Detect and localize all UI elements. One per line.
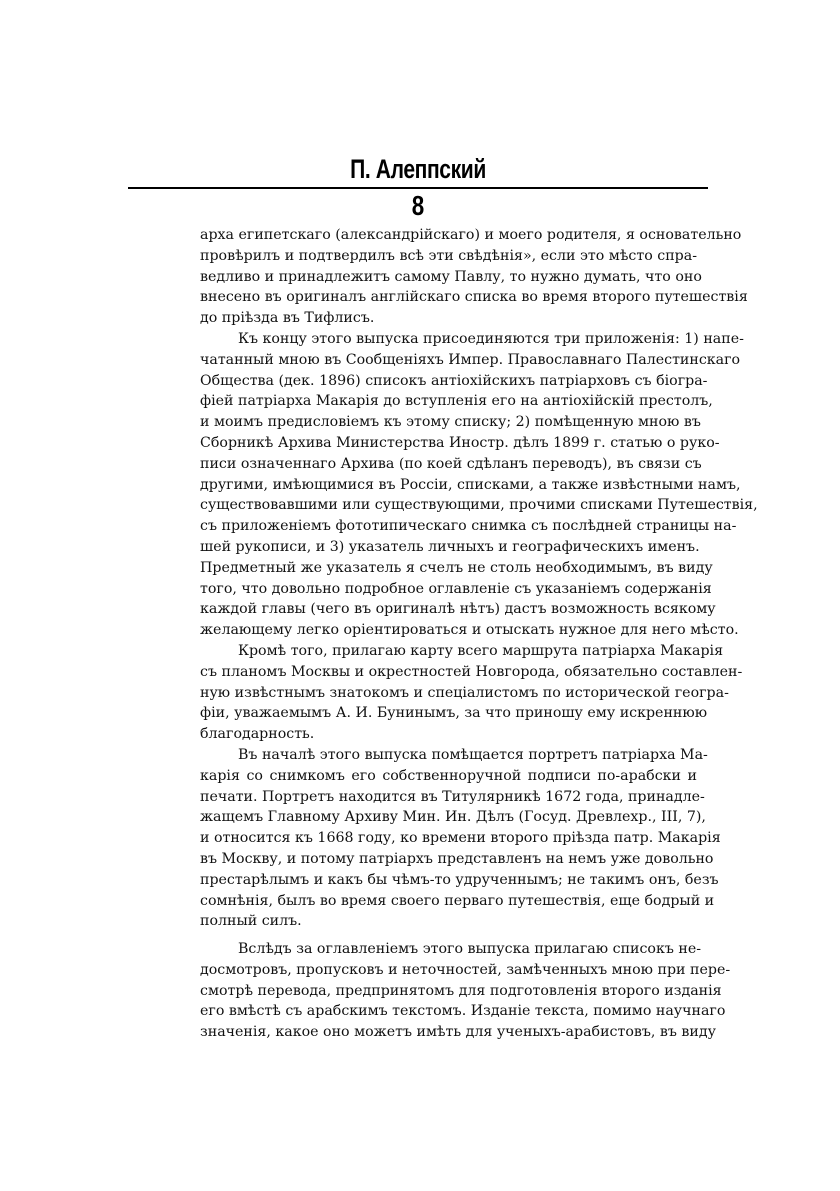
text-line: печати. Портретъ находится въ Титулярникѣ 1672 года, принадле- <box>200 788 705 805</box>
text-line: другими, имѣющимися въ Россiи, списками, а также извѣстными намъ, <box>200 476 741 493</box>
text-line: ведливо и принадлежитъ самому Павлу, то нужно думать, что оно <box>200 268 702 285</box>
text-line: досмотровъ, пропусковъ и неточностей, замѣченныхъ мною при пере- <box>200 961 731 978</box>
paragraph-2 <box>200 329 758 641</box>
text-line: провѣрилъ и подтвердилъ всѣ эти свѣдѣнiя», если это мѣсто спра- <box>200 247 697 264</box>
text-line: желающему легко орiентироваться и отыскать нужное для него мѣсто. <box>200 622 739 639</box>
text-line: смотрѣ перевода, предпринятомъ для подготовленiя второго изданiя <box>200 982 722 999</box>
header-rule <box>128 187 708 189</box>
text-line: Общества (дек. 1896) списокъ антiохiйскихъ патрiарховъ съ бiогра- <box>200 372 708 389</box>
text-line: карiя со снимкомъ его собственноручной подписи по-арабски и <box>200 767 697 784</box>
page-number: 8 <box>411 190 425 221</box>
text-line: шей рукописи, и 3) указатель личныхъ и географическихъ именъ. <box>200 538 700 555</box>
paragraph-1 <box>200 225 748 329</box>
text-line: арха египетскаго (александрiйскаго) и моего родителя, я основательно <box>200 227 742 243</box>
text-line: чатанный мною въ Сообщенiяхъ Импер. Православнаго Палестинскаго <box>200 351 741 368</box>
text-line: сомнѣнiя, былъ во время своего перваго путешествiя, еще бодрый и <box>200 892 715 909</box>
body-text <box>200 225 758 1043</box>
text-line: жащемъ Главному Архиву Мин. Ин. Дѣлъ (Госуд. Древлехр., III, 7), <box>200 809 706 826</box>
text-line: Предметный же указатель я счелъ не столь необходимымъ, въ виду <box>200 559 713 576</box>
paragraph-3 <box>200 641 743 745</box>
text-line: ную извѣстнымъ знатокомъ и спецiалистомъ по исторической геогра- <box>200 684 729 701</box>
text-line: благодарность. <box>200 726 315 743</box>
text-line: значенiя, какое оно можетъ имѣть для ученыхъ-арабистовъ, въ виду <box>200 1024 716 1041</box>
text-line: полный силъ. <box>200 913 302 930</box>
text-line: того, что довольно подробное оглавленiе съ указанiемъ содержанiя <box>200 580 712 597</box>
text-line: Вслѣдъ за оглавленiемъ этого выпуска прилагаю списокъ не- <box>238 941 702 958</box>
text-line: съ планомъ Москвы и окрестностей Новгорода, обязательно составлен- <box>200 663 743 680</box>
text-line: и моимъ предисловiемъ къ этому списку; 2) помѣщенную мною въ <box>200 414 701 431</box>
text-line: фiей патрiарха Макарiя до вступленiя его на антiохiйскiй престолъ, <box>200 393 713 410</box>
text-line: съ приложенiемъ фототипическаго снимка съ послѣдней страницы на- <box>200 518 737 535</box>
text-line: существовавшими или существующими, прочими списками Путешествiя, <box>200 497 758 514</box>
paragraph-5 <box>200 939 731 1043</box>
text-line: писи означеннаго Архива (по коей сдѣланъ переводъ), въ связи съ <box>200 455 702 472</box>
paragraph-4 <box>200 745 721 932</box>
text-line: внесено въ оригиналъ англiйскаго списка во время второго путешествiя <box>200 289 748 306</box>
running-header-title: П. Алеппский <box>350 154 486 184</box>
text-line: каждой главы (чего въ оригиналѣ нѣтъ) дастъ возможность всякому <box>200 601 716 618</box>
text-line: Сборникѣ Архива Министерства Иностр. дѣлъ 1899 г. статью о руко- <box>200 434 720 451</box>
text-line: до прiѣзда въ Тифлисъ. <box>200 310 375 327</box>
text-line: фiи, уважаемымъ А. И. Бунинымъ, за что приношу ему искреннюю <box>200 705 708 722</box>
text-line: его вмѣстѣ съ арабскимъ текстомъ. Изданiе текста, помимо научнаго <box>200 1003 726 1020</box>
text-line: и относится къ 1668 году, ко времени второго прiѣзда патр. Макарiя <box>200 830 721 847</box>
text-line: престарѣлымъ и какъ бы чѣмъ-то удрученнымъ; не такимъ онъ, безъ <box>200 871 719 888</box>
text-line: въ Москву, и потому патрiархъ представленъ на немъ уже довольно <box>200 850 714 867</box>
text-line: Кромѣ того, прилагаю карту всего маршрута патрiарха Макарiя <box>238 642 724 659</box>
text-line: Къ концу этого выпуска присоединяются три приложенiя: 1) напе- <box>238 330 744 347</box>
text-line: Въ началѣ этого выпуска помѣщается портретъ патрiарха Ма- <box>238 746 708 763</box>
